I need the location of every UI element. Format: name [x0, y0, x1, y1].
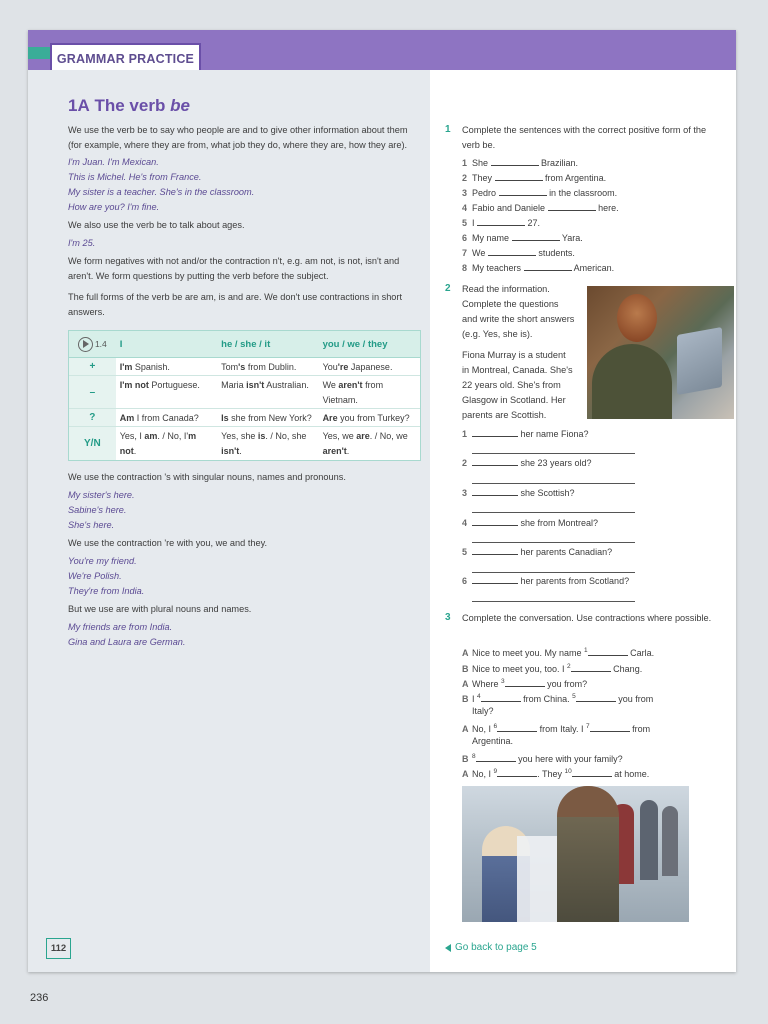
explanation-3: We form negatives with not and/or the contraction n't, e.g. am not, is not, isn't and aren't. We form questions by putting the verb before the subject.: [68, 256, 400, 281]
exercise-item: 4 Fabio and Daniele here.: [462, 203, 619, 213]
answer-blank[interactable]: [548, 202, 596, 211]
exercise-item: 3 she Scottish?: [462, 488, 575, 498]
table-header: [69, 331, 420, 358]
example: How are you? I'm fine.: [68, 202, 160, 212]
answer-blank[interactable]: [588, 647, 628, 656]
exercise-number: 2: [445, 283, 451, 294]
answer-blank[interactable]: [472, 546, 518, 555]
header-accent: [28, 47, 52, 59]
dialogue-line: A Nice to meet you. My name $^1$ Carla.: [462, 647, 655, 658]
answer-blank[interactable]: [472, 457, 518, 466]
answer-blank[interactable]: [495, 172, 543, 181]
example: You're my friend.: [68, 556, 137, 566]
table-row: – I'm not Portuguese. Maria isn't Australian. We aren't from Vietnam.: [69, 376, 420, 409]
page-number: 236: [30, 992, 49, 1004]
answer-blank[interactable]: [572, 768, 612, 777]
answer-blank[interactable]: [472, 428, 518, 437]
example: She's here.: [68, 520, 115, 530]
exercise-item: 6 her parents from Scotland?: [462, 576, 630, 586]
answer-blank[interactable]: [472, 517, 518, 526]
explanation-6: We use the contraction 're with you, we and they.: [68, 538, 268, 548]
dialogue-line: A No, I $^9$ . They $^{10}$ at home.: [462, 768, 650, 779]
explanation-7: But we use are with plural nouns and names.: [68, 604, 252, 614]
example: This is Michel. He's from France.: [68, 172, 202, 182]
dialogue-line: B I $^4$ from China. $^5$ you from: [462, 693, 654, 704]
exercise-item: 1 her name Fiona?: [462, 429, 589, 439]
example: Sabine's here.: [68, 505, 127, 515]
example: They're from India.: [68, 586, 145, 596]
exercise-item: 5 her parents Canadian?: [462, 547, 613, 557]
example: We're Polish.: [68, 571, 122, 581]
table-row: ? Am I from Canada? Is she from New York? Are you from Turkey?: [69, 409, 420, 427]
example: My sister is a teacher. She's in the classroom.: [68, 187, 255, 197]
column-header: you / we / they: [322, 338, 388, 350]
column-header: he / she / it: [221, 338, 271, 350]
student-photo: [587, 286, 734, 419]
play-icon[interactable]: [78, 337, 93, 352]
answer-blank[interactable]: [497, 768, 537, 777]
exercise-number: 1: [445, 124, 451, 135]
column-header: I: [119, 338, 123, 350]
exercise-1-instructions: Complete the sentences with the correct positive form of the verb be.: [462, 125, 707, 150]
answer-line[interactable]: [472, 601, 635, 602]
answer-blank[interactable]: [505, 678, 545, 687]
audio-track[interactable]: 1.4: [69, 337, 116, 352]
exercise-number: 3: [445, 612, 451, 623]
grammar-table: [68, 330, 421, 461]
table-row: Y/N Yes, I am. / No, I'm not. Yes, she is. / No, she isn't. Yes, we are. / No, we aren't.: [69, 427, 420, 460]
answer-blank[interactable]: [477, 217, 525, 226]
workbook-page: GRAMMAR PRACTICE 1A The verb be We use the verb be to say who people are and to give other information about them (for example, where they are from, what job they do, where they are, how they are). I'm Juan. I'm Mexican. This is Michel. He's from France. My sister is a teacher. She's in the classroom. How are you? I'm fine. We also use the verb be to talk about ages. I'm 25. We form negatives with not and/or the contraction n't, e.g. am not, is not, isn't and aren't. We form questions by putting the verb before the subject. The full forms of the verb be are am, is and are. We don't use contractions in short answers. 1.4 I he / she / it you / we / they + I'm Spanish. Tom's from Dublin. You're Japanese. – I'm not Portuguese. Maria isn't Australian. We aren't from Vietnam. ? Am I from Canada? Is she from New York? Are you from Turkey? Y/N Yes, I am. / No, I'm not. Yes, she is. / No, she isn't. Yes, we are. / No, we aren't. We use the contraction 's with singular nouns, names and pronouns. My sister's here. Sabine's here. She's here. We use the contraction 're with you, we and they. You're my friend. We're Polish. They're from India. But we use are with plural nouns and names. My friends are from India. Gina and Laura are German. 1 Complete the sentences with the correct positive form of the verb be. 1 She Brazilian. 2 They from Argentina. 3 Pedro in the classroom. 4 Fabio and Daniele here. 5 I 27. 6 My name Yara. 7 We students. 8 My teachers American. 2 Read the information. Complete the questions and write the short answers (e.g. Yes, she is). Fiona Murray is a student in Montreal, Canada. She's 22 years old. She's from Glasgow in Scotland. Her parents are Scottish. 1 her name Fiona? 2 she 23 years old? 3 she Scottish? 4 she from Montreal? 5 her parents Canadian? 6 her parents from Scotland? 3 Complete the conversation. Use contractions where possible. A Nice to meet you. My name $^1$ Carla. B Nice to meet you, too. I $^2$ Chang. A Where $^3$ you from? B I $^4$ from China. $^5$ you from Italy? A No, I $^6$ from Italy. I $^7$ from Argentina. B $^8$ you here with your family? A No, I $^9$ . They $^{10}$ at home. 112 Go back to page 5: [28, 30, 736, 972]
exercise-item: 5 I 27.: [462, 218, 541, 228]
answer-blank[interactable]: [472, 487, 518, 496]
exercise-item: 1 She Brazilian.: [462, 158, 579, 168]
explanation-5: We use the contraction 's with singular nouns, names and pronouns.: [68, 472, 346, 482]
answer-blank[interactable]: [499, 187, 547, 196]
answer-blank[interactable]: [524, 262, 572, 271]
example: Gina and Laura are German.: [68, 637, 186, 647]
answer-blank[interactable]: [476, 753, 516, 762]
exercise-item: 6 My name Yara.: [462, 233, 583, 243]
exercise-item: 2 she 23 years old?: [462, 458, 592, 468]
explanation-4: The full forms of the verb be are am, is and are. We don't use contractions in short answers.: [68, 292, 403, 317]
answer-blank[interactable]: [590, 723, 630, 732]
answer-blank[interactable]: [512, 232, 560, 241]
answer-line[interactable]: [472, 542, 635, 543]
answer-blank[interactable]: [571, 663, 611, 672]
exercise-item: 7 We students.: [462, 248, 575, 258]
exercise-item: 4 she from Montreal?: [462, 518, 599, 528]
dialogue-line: B $^8$ you here with your family?: [462, 753, 623, 764]
exercise-item: 3 Pedro in the classroom.: [462, 188, 618, 198]
example: I'm 25.: [68, 238, 96, 248]
answer-blank[interactable]: [491, 157, 539, 166]
answer-line[interactable]: [472, 483, 635, 484]
go-back-link[interactable]: Go back to page 5: [445, 942, 537, 953]
explanation-1: We use the verb be to say who people are and to give other information about them (for example, where they are from, what job they do, where they are, how they are).: [68, 125, 408, 150]
students-photo: [462, 786, 689, 922]
arrow-left-icon: [445, 944, 451, 952]
answer-blank[interactable]: [488, 247, 536, 256]
answer-line[interactable]: [472, 453, 635, 454]
exercise-item: 8 My teachers American.: [462, 263, 615, 273]
answer-line[interactable]: [472, 572, 635, 573]
exercise-item: 2 They from Argentina.: [462, 173, 607, 183]
example: My friends are from India.: [68, 622, 173, 632]
page-reference[interactable]: 112: [46, 938, 71, 959]
answer-blank[interactable]: [481, 693, 521, 702]
answer-blank[interactable]: [576, 693, 616, 702]
answer-line[interactable]: [472, 512, 635, 513]
answer-blank[interactable]: [472, 575, 518, 584]
exercise-3-instructions: Complete the conversation. Use contractions where possible.: [462, 613, 712, 623]
example: My sister's here.: [68, 490, 135, 500]
dialogue-line: A Where $^3$ you from?: [462, 678, 588, 689]
table-row: + I'm Spanish. Tom's from Dublin. You're Japanese.: [69, 358, 420, 376]
section-label: GRAMMAR PRACTICE: [50, 43, 201, 74]
answer-blank[interactable]: [497, 723, 537, 732]
dialogue-line: B Nice to meet you, too. I $^2$ Chang.: [462, 663, 643, 674]
page-title: 1A The verb be: [68, 96, 190, 115]
example: I'm Juan. I'm Mexican.: [68, 157, 159, 167]
dialogue-line: A No, I $^6$ from Italy. I $^7$ from: [462, 723, 651, 734]
explanation-2: We also use the verb be to talk about ages.: [68, 220, 245, 230]
